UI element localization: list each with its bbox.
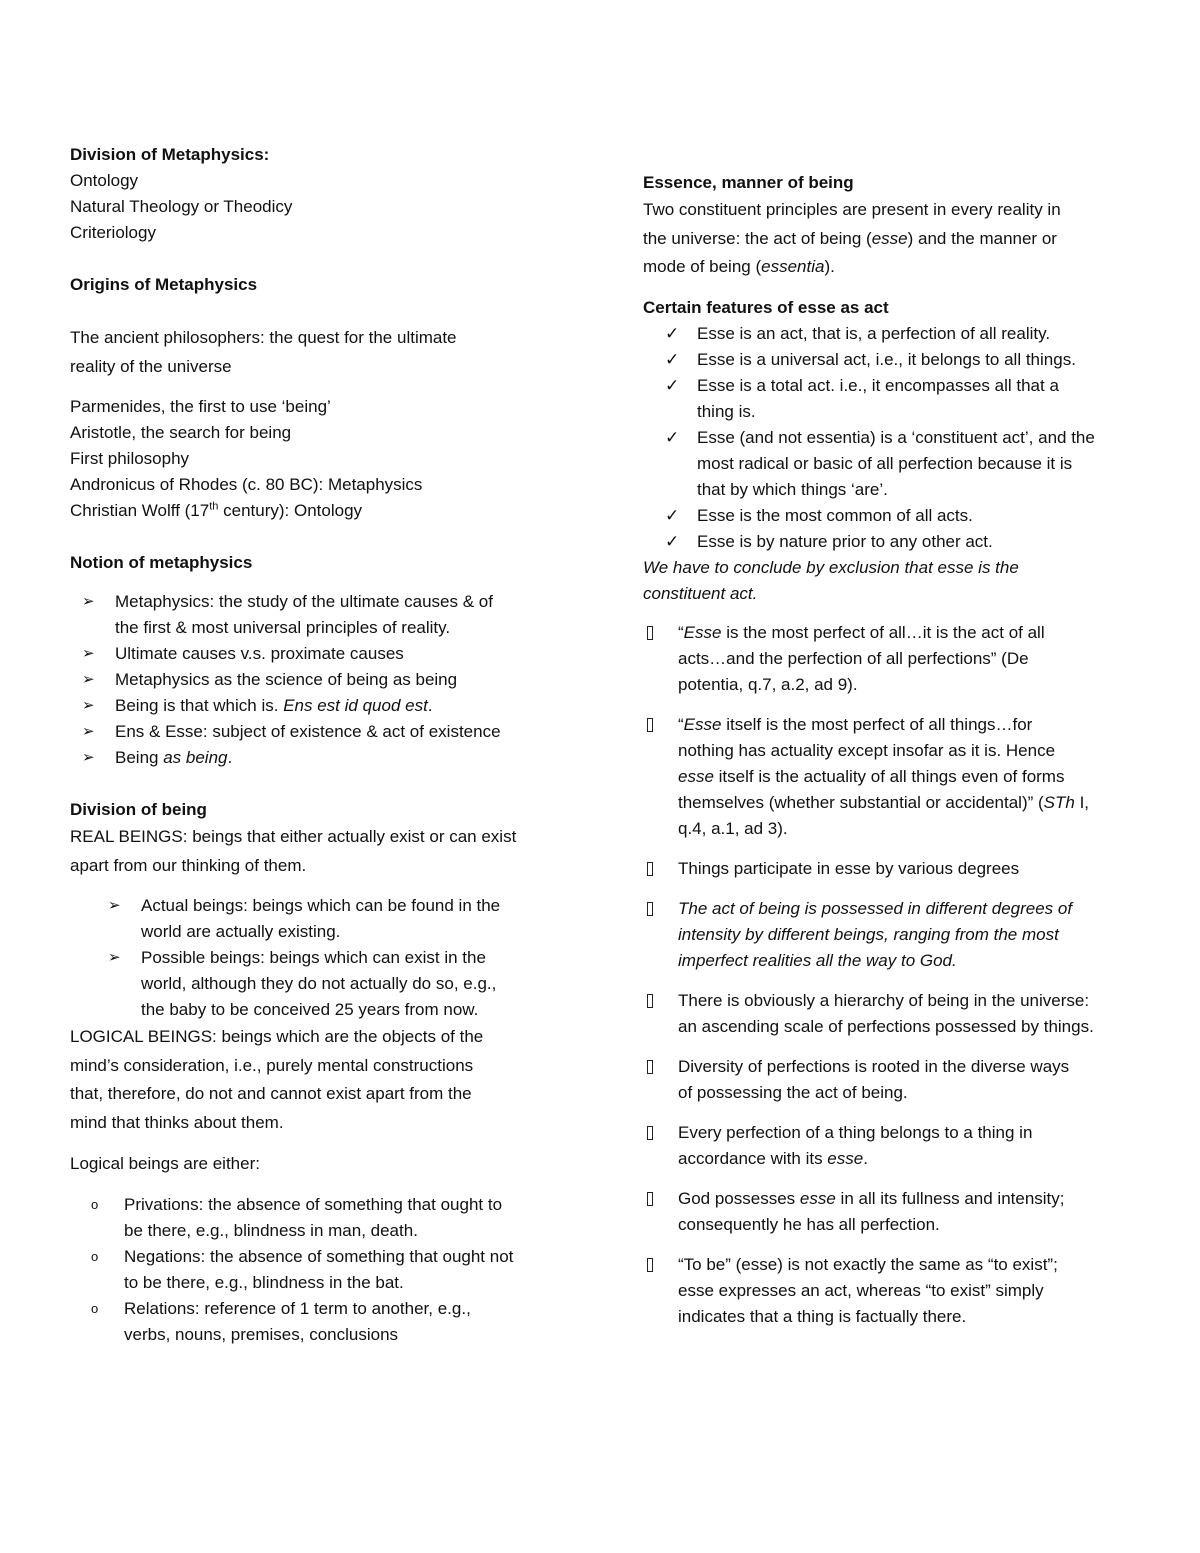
real-beings: apart from our thinking of them.: [70, 855, 307, 875]
list-item: ➢ Ultimate causes v.s. proximate causes: [70, 641, 590, 667]
square-bullet-icon: [647, 1126, 653, 1140]
list-item: ✓ Esse is the most common of all acts.: [643, 503, 1158, 529]
origins-paragraph: reality of the universe: [70, 356, 232, 376]
list-item: ✓ Esse is an act, that is, a perfection of all reality.: [643, 321, 1158, 347]
checkmark-icon: ✓: [665, 349, 680, 369]
checkmark-icon: ✓: [665, 531, 680, 551]
list-item: ➢ Being is that which is. Ens est id quod est.: [70, 693, 590, 719]
real-beings: REAL BEINGS: beings that either actually exist or can exist: [70, 827, 517, 846]
history-item: First philosophy: [70, 449, 190, 468]
division-item: Criteriology: [70, 223, 156, 242]
list-item: ➢ Metaphysics: the study of the ultimate causes & of the first & most universal principles of reality.: [70, 589, 590, 641]
history-item-wolff: Christian Wolff (17th century): Ontology: [70, 500, 363, 520]
logical-either: Logical beings are either:: [70, 1154, 260, 1173]
logical-beings: LOGICAL BEINGS: beings which are the objects of the: [70, 1027, 484, 1046]
checkmark-icon: ✓: [665, 375, 680, 395]
features-title: Certain features of esse as act: [643, 297, 889, 317]
list-item: God possesses esse in all its fullness and intensity; consequently he has all perfection.: [643, 1186, 1158, 1238]
conclusion: constituent act.: [643, 583, 758, 603]
arrow-bullet-icon: ➢: [82, 645, 95, 662]
arrow-bullet-icon: ➢: [82, 723, 95, 740]
list-item: The act of being is possessed in different degrees of intensity by different beings, ranging from the most imperfect realities all the way to God.: [643, 896, 1158, 974]
square-bullet-icon: [647, 626, 653, 640]
real-beings-list: [70, 893, 590, 1023]
list-item: ✓ Esse is a total act. i.e., it encompasses all that a thing is.: [643, 373, 1158, 425]
origins-title: Origins of Metaphysics: [70, 275, 258, 294]
list-item: ✓ Esse (and not essentia) is a ‘constituent act’, and the most radical or basic of all perfection because it is that by which things ‘are’.: [643, 425, 1158, 503]
list-item: ➢ Being as being.: [70, 745, 590, 771]
logical-beings: mind’s consideration, i.e., purely mental constructions: [70, 1055, 474, 1075]
square-bullet-icon: [647, 1192, 653, 1206]
arrow-bullet-icon: ➢: [82, 671, 95, 688]
arrow-bullet-icon: ➢: [82, 749, 95, 766]
checkmark-icon: ✓: [665, 505, 680, 525]
circle-bullet-icon: o: [91, 1196, 99, 1212]
right-column: [643, 170, 1158, 1344]
list-item: Diversity of perfections is rooted in the diverse ways of possessing the act of being.: [643, 1054, 1158, 1106]
square-bullet-icon: [647, 862, 653, 876]
list-item: Every perfection of a thing belongs to a thing in accordance with its esse.: [643, 1120, 1158, 1172]
arrow-bullet-icon: ➢: [108, 897, 121, 914]
arrow-bullet-icon: ➢: [82, 593, 95, 610]
circle-bullet-icon: o: [91, 1300, 99, 1316]
list-item: Things participate in esse by various degrees: [643, 856, 1158, 882]
arrow-bullet-icon: ➢: [82, 697, 95, 714]
list-item: ➢ Metaphysics as the science of being as being: [70, 667, 590, 693]
history-item: Parmenides, the first to use ‘being’: [70, 397, 331, 416]
logical-beings: that, therefore, do not and cannot exist apart from the: [70, 1084, 472, 1103]
esse-points-list: [643, 620, 1158, 1330]
list-item: ➢ Possible beings: beings which can exist in the world, although they do not actually do so, e.g., the baby to be conceived 25 years from now.: [70, 945, 590, 1023]
list-item: ✓ Esse is a universal act, i.e., it belongs to all things.: [643, 347, 1158, 373]
square-bullet-icon: [647, 994, 653, 1008]
circle-bullet-icon: o: [91, 1248, 99, 1264]
square-bullet-icon: [647, 1060, 653, 1074]
division-of-being-title: Division of being: [70, 800, 207, 819]
features-list: [643, 321, 1158, 555]
list-item: ✓ Esse is by nature prior to any other act.: [643, 529, 1158, 555]
history-item: Andronicus of Rhodes (c. 80 BC): Metaphysics: [70, 475, 423, 494]
list-item: o Relations: reference of 1 term to another, e.g., verbs, nouns, premises, conclusions: [70, 1296, 590, 1348]
essence-paragraph: Two constituent principles are present in every reality in: [643, 200, 1061, 219]
list-item: “To be” (esse) is not exactly the same as “to exist”; esse expresses an act, whereas “to exist” simply indicates that a thing is factually there.: [643, 1252, 1158, 1330]
notion-title: Notion of metaphysics: [70, 553, 253, 572]
list-item: There is obviously a hierarchy of being in the universe: an ascending scale of perfections possessed by things.: [643, 988, 1158, 1040]
list-item: o Negations: the absence of something that ought not to be there, e.g., blindness in the bat.: [70, 1244, 590, 1296]
logical-beings: mind that thinks about them.: [70, 1112, 284, 1132]
list-item: o Privations: the absence of something that ought to be there, e.g., blindness in man, death.: [70, 1192, 590, 1244]
essence-paragraph: mode of being (essentia).: [643, 257, 835, 276]
essence-title: Essence, manner of being: [643, 173, 854, 192]
logical-list: [70, 1192, 590, 1348]
square-bullet-icon: [647, 718, 653, 732]
essence-paragraph: the universe: the act of being (esse) and the manner or: [643, 228, 1057, 248]
square-bullet-icon: [647, 1258, 653, 1272]
list-item: ➢ Actual beings: beings which can be found in the world are actually existing.: [70, 893, 590, 945]
arrow-bullet-icon: ➢: [108, 949, 121, 966]
origins-paragraph: The ancient philosophers: the quest for the ultimate: [70, 328, 457, 347]
list-item: ➢ Ens & Esse: subject of existence & act of existence: [70, 719, 590, 745]
conclusion: We have to conclude by exclusion that esse is the: [643, 557, 1019, 577]
left-column: [70, 142, 590, 1348]
division-title: Division of Metaphysics:: [70, 145, 270, 164]
history-item: Aristotle, the search for being: [70, 423, 292, 442]
list-item: “Esse itself is the most perfect of all things…for nothing has actuality except insofar as it is. Hence esse itself is the actuality of all things even of forms themselves (whether substantial or accidental)” (STh I, q.4, a.1, ad 3).: [643, 712, 1158, 842]
division-item: Natural Theology or Theodicy: [70, 197, 293, 216]
checkmark-icon: ✓: [665, 427, 680, 447]
division-item: Ontology: [70, 171, 139, 190]
notion-list: [70, 589, 590, 771]
checkmark-icon: ✓: [665, 323, 680, 343]
list-item: “Esse is the most perfect of all…it is the act of all acts…and the perfection of all perfections” (De potentia, q.7, a.2, ad 9).: [643, 620, 1158, 698]
square-bullet-icon: [647, 902, 653, 916]
